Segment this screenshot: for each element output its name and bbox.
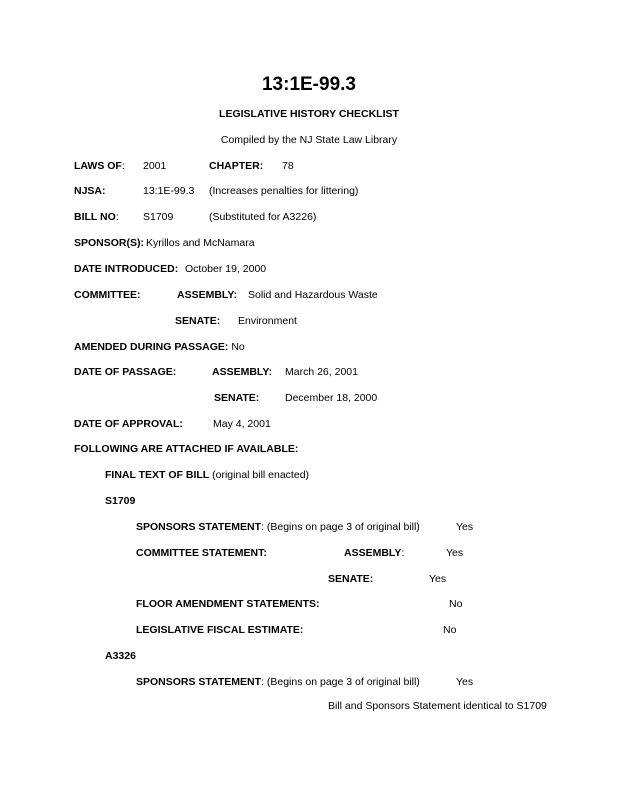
amended-label: AMENDED DURING PASSAGE:	[74, 341, 229, 353]
committee-senate-value: Environment	[238, 315, 297, 327]
sponsors-value: Kyrillos and McNamara	[146, 237, 255, 249]
date-introduced-value: October 19, 2000	[185, 263, 267, 275]
s1709-committee-senate-label: SENATE:	[328, 573, 374, 585]
njsa-label: NJSA:	[74, 185, 106, 197]
s1709-committee-assembly-label: ASSEMBLY	[344, 547, 402, 559]
njsa-value: 13:1E-99.3	[143, 185, 195, 197]
bill-no-row	[74, 211, 119, 223]
s1709-committee-assembly-value: Yes	[446, 547, 464, 559]
amended-value: No	[231, 341, 245, 353]
s1709-floor-amendment-label: FLOOR AMENDMENT STATEMENTS:	[136, 598, 320, 610]
chapter-value: 78	[282, 160, 294, 172]
laws-of-label: LAWS OF	[74, 160, 122, 172]
final-text-note: (original bill enacted)	[212, 469, 310, 481]
s1709-committee-assembly-colon: :	[401, 547, 405, 559]
approval-label: DATE OF APPROVAL:	[74, 418, 183, 430]
s1709-sponsors-statement-value: Yes	[456, 521, 474, 533]
a3326-sponsors-statement-label: SPONSORS STATEMENT	[136, 676, 262, 688]
committee-label: COMMITTEE:	[74, 289, 141, 301]
committee-assembly-value: Solid and Hazardous Waste	[248, 289, 378, 301]
s1709-floor-amendment-value: No	[449, 598, 463, 610]
s1709-sponsors-statement-row	[136, 521, 420, 533]
s1709-committee-assembly-row	[344, 547, 404, 559]
approval-value: May 4, 2001	[213, 418, 271, 430]
passage-senate-label: SENATE:	[214, 392, 260, 404]
date-introduced-label: DATE INTRODUCED:	[74, 263, 179, 275]
s1709-sponsors-statement-label: SPONSORS STATEMENT	[136, 521, 262, 533]
final-text-label: FINAL TEXT OF BILL	[105, 469, 210, 481]
s1709-sponsors-statement-note: : (Begins on page 3 of original bill)	[261, 521, 420, 533]
s1709-fiscal-estimate-value: No	[443, 624, 457, 636]
s1709-heading: S1709	[105, 495, 136, 507]
a3326-identical-note: Bill and Sponsors Statement identical to S1709	[328, 700, 547, 712]
committee-senate-label: SENATE:	[175, 315, 221, 327]
passage-senate-value: December 18, 2000	[285, 392, 378, 404]
laws-of-colon: :	[121, 160, 125, 172]
laws-of-row	[74, 160, 125, 172]
bill-no-colon: :	[115, 211, 119, 223]
document-title: 13:1E-99.3	[261, 74, 356, 95]
document-subtitle: LEGISLATIVE HISTORY CHECKLIST	[219, 108, 399, 120]
s1709-committee-statement-label: COMMITTEE STATEMENT:	[136, 547, 267, 559]
bill-no-value: S1709	[143, 211, 174, 223]
bill-no-label: BILL NO	[74, 211, 116, 223]
a3326-sponsors-statement-row	[136, 676, 420, 688]
a3326-sponsors-statement-note: : (Begins on page 3 of original bill)	[261, 676, 420, 688]
a3326-sponsors-statement-value: Yes	[456, 676, 474, 688]
compiled-by: Compiled by the NJ State Law Library	[220, 134, 398, 146]
passage-assembly-label: ASSEMBLY:	[212, 366, 273, 378]
amended-row	[74, 341, 245, 353]
sponsors-label: SPONSOR(S):	[74, 237, 145, 249]
passage-label: DATE OF PASSAGE:	[74, 366, 177, 378]
final-text-row	[105, 469, 309, 481]
bill-no-note: (Substituted for A3226)	[209, 211, 317, 223]
committee-assembly-label: ASSEMBLY:	[177, 289, 238, 301]
a3326-heading: A3326	[105, 650, 136, 662]
s1709-committee-senate-value: Yes	[429, 573, 447, 585]
njsa-note: (Increases penalties for littering)	[209, 185, 359, 197]
passage-assembly-value: March 26, 2001	[285, 366, 358, 378]
laws-of-year: 2001	[143, 160, 167, 172]
chapter-label: CHAPTER:	[209, 160, 264, 172]
following-heading: FOLLOWING ARE ATTACHED IF AVAILABLE:	[74, 443, 299, 455]
s1709-fiscal-estimate-label: LEGISLATIVE FISCAL ESTIMATE:	[136, 624, 304, 636]
